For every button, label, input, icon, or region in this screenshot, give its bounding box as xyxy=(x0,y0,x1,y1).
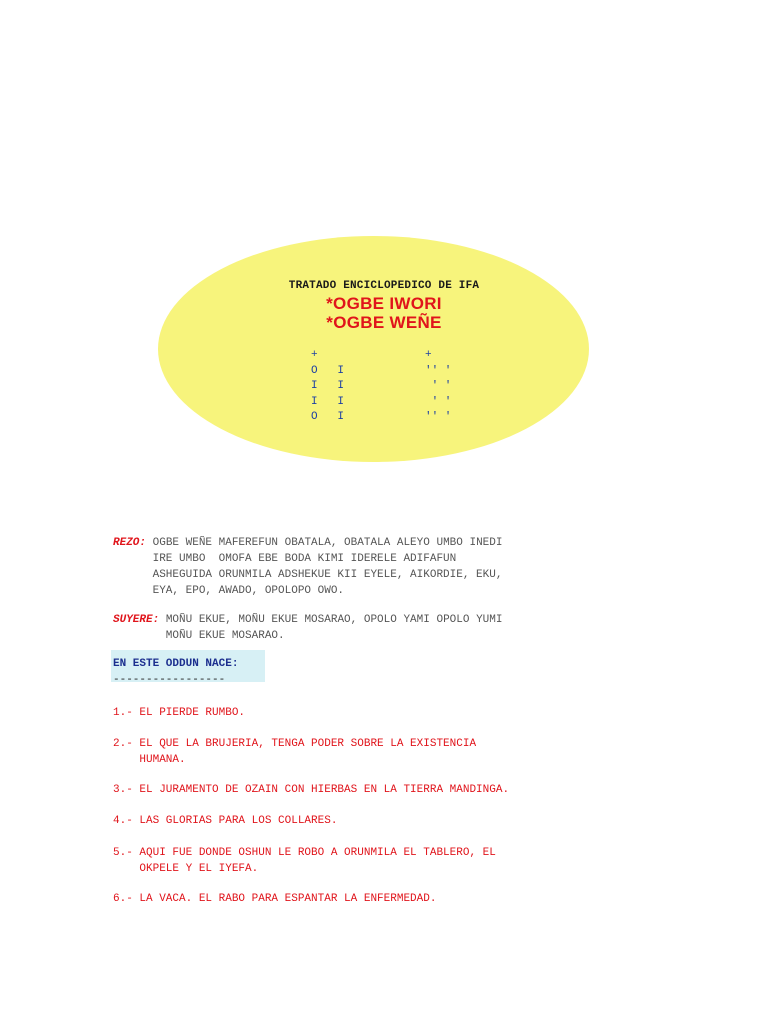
rezo-paragraph xyxy=(113,535,502,599)
list-item: 3.- EL JURAMENTO DE OZAIN CON HIERBAS EN LA TIERRA MANDINGA. xyxy=(113,784,510,796)
suyere-label: SUYERE: xyxy=(113,614,160,626)
rezo-text: OGBE WEÑE MAFEREFUN OBATALA, OBATALA ALEYO UMBO INEDI IRE UMBO OMOFA EBE BODA KIMI IDERELE ADIFAFUN ASHEGUIDA ORUNMILA ADSHEKUE KII EYELE, AIKORDIE, EKU, EYA, EPO, AWADO, OPOLOPO OWO. xyxy=(152,537,503,597)
list-item: 2.- EL QUE LA BRUJERIA, TENGA PODER SOBRE LA EXISTENCIA HUMANA. xyxy=(113,738,477,766)
list-item: 6.- LA VACA. EL RABO PARA ESPANTAR LA ENFERMEDAD. xyxy=(113,893,437,905)
odu-name-secondary: *OGBE WEÑE xyxy=(326,313,442,332)
suyere-text: MOÑU EKUE, MOÑU EKUE MOSARAO, OPOLO YAMI OPOLO YUMI MOÑU EKUE MOSARAO. xyxy=(165,614,503,642)
oddun-heading: EN ESTE ODDUN NACE: xyxy=(113,658,239,670)
odu-sign-right: + '' ' ' ' ' ' '' ' xyxy=(425,349,452,423)
list-item: 4.- LAS GLORIAS PARA LOS COLLARES. xyxy=(113,815,338,827)
odu-sign-left: + O I I I I I O I xyxy=(311,349,345,423)
treatise-title: TRATADO ENCICLOPEDICO DE IFA xyxy=(288,280,480,292)
oddun-heading-rule: ----------------- xyxy=(113,674,226,686)
suyere-paragraph xyxy=(113,612,502,644)
list-item: 5.- AQUI FUE DONDE OSHUN LE ROBO A ORUNMILA EL TABLERO, EL OKPELE Y EL IYEFA. xyxy=(113,847,496,875)
rezo-label: REZO: xyxy=(113,537,147,549)
odu-name-primary: *OGBE IWORI xyxy=(326,294,442,313)
title-ellipse xyxy=(158,236,589,462)
list-item: 1.- EL PIERDE RUMBO. xyxy=(113,707,246,719)
